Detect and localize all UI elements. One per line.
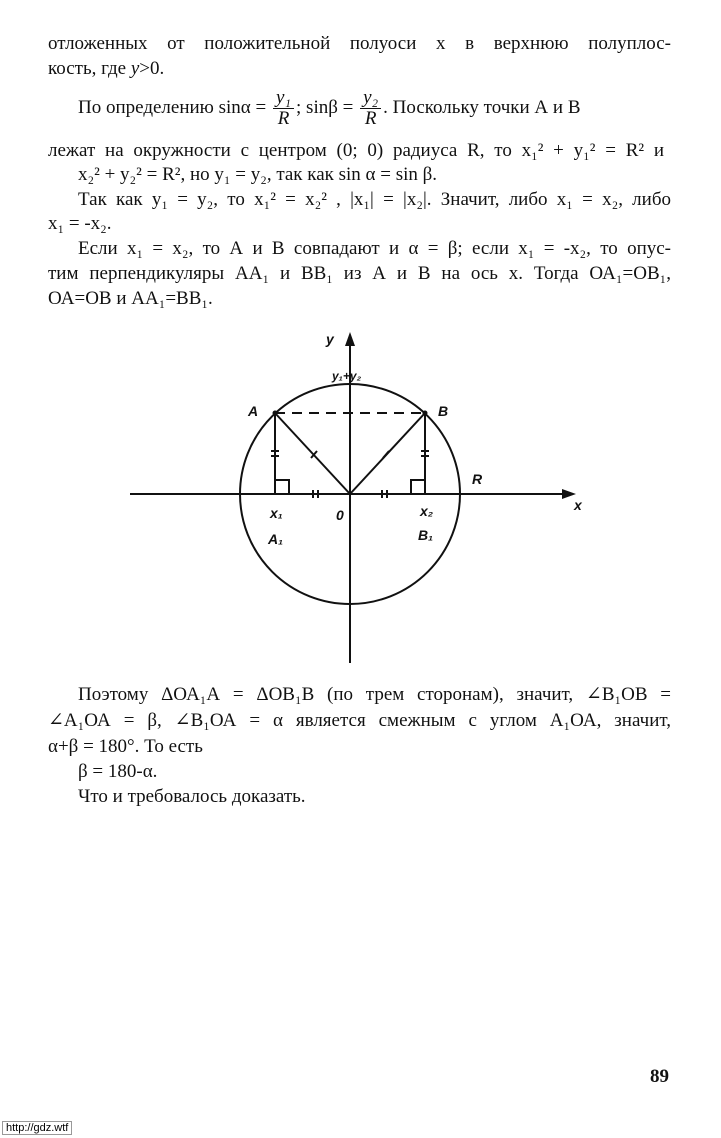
label-x-axis: x — [574, 497, 582, 513]
point-a — [273, 411, 278, 416]
text-line: Поэтому ΔОА₁А = ΔОВ₁В (по трем сторонам), значит, ∠В₁ОВ = — [78, 684, 671, 705]
watermark-link[interactable]: http://gdz.wtf — [2, 1121, 72, 1135]
label-r: R — [472, 471, 483, 487]
sine-definition-line: По определению sinα = $\frac{\text{y₁}}{R}$ ; sinβ = $\frac{\text{y₂}}{R}$ . Поскольку точки А и В — [78, 87, 581, 129]
text-line: Если x₁ = x₂, то А и В совпадают и α = β; если x₁ = -x₂, то опус- — [78, 238, 671, 259]
text-line: отложенных от положительной полуоси х в верхнюю полуплос- — [48, 33, 671, 54]
text-line: α+β = 180°. То есть — [48, 736, 203, 757]
text-line: ОА=ОВ и АА₁=ВВ₁. — [48, 288, 213, 309]
equal-mark-ob — [383, 451, 389, 458]
label-y-axis: y — [326, 331, 334, 347]
fraction-y1-over-r: $\frac{\text{y₁}}{R}$ — [273, 88, 294, 129]
label-b1: B₁ — [418, 527, 434, 543]
text-line: тим перпендикуляры АА₁ и ВВ₁ из А и В на ось х. Тогда ОА₁=ОВ₁, — [48, 263, 671, 284]
right-angle-mark-b1 — [411, 480, 425, 494]
text-line: ∠А₁ОА = β, ∠В₁ОА = α является смежным с углом А₁ОА, значит, — [48, 710, 671, 731]
right-angle-mark-a1 — [275, 480, 289, 494]
y-axis-arrow — [345, 332, 355, 346]
text-line: x₂² + y₂² = R², но y₁ = y₂, так как sin α = sin β. — [78, 164, 438, 185]
label-x1: x₁ — [270, 505, 283, 521]
label-y1y2: y₁+y₂ — [332, 369, 362, 383]
formula-result: β = 180-α. — [78, 761, 158, 782]
label-x2: x₂ — [420, 503, 434, 519]
geometry-figure — [0, 318, 721, 688]
label-b: B — [438, 403, 449, 419]
label-a1: A₁ — [268, 531, 284, 547]
fraction-y2-over-r: $\frac{\text{y₂}}{R}$ — [360, 88, 381, 129]
page-number: 89 — [650, 1066, 669, 1087]
label-a: A — [248, 403, 259, 419]
text-line: Так как y₁ = y₂, то x₁² = x₂² , |x₁| = |x₂|. Значит, либо x₁ = x₂, либо — [78, 189, 671, 210]
label-origin: 0 — [336, 507, 344, 523]
text-line: лежат на окружности с центром (0; 0) радиуса R, то x₁² + y₁² = R² и — [48, 140, 664, 161]
conclusion-line: Что и требовалось доказать. — [78, 786, 306, 807]
text-line: кость, где y>0. — [48, 58, 165, 79]
point-b — [423, 411, 428, 416]
segment-oa — [275, 413, 350, 494]
text-line: x₁ = -x₂. — [48, 213, 112, 234]
